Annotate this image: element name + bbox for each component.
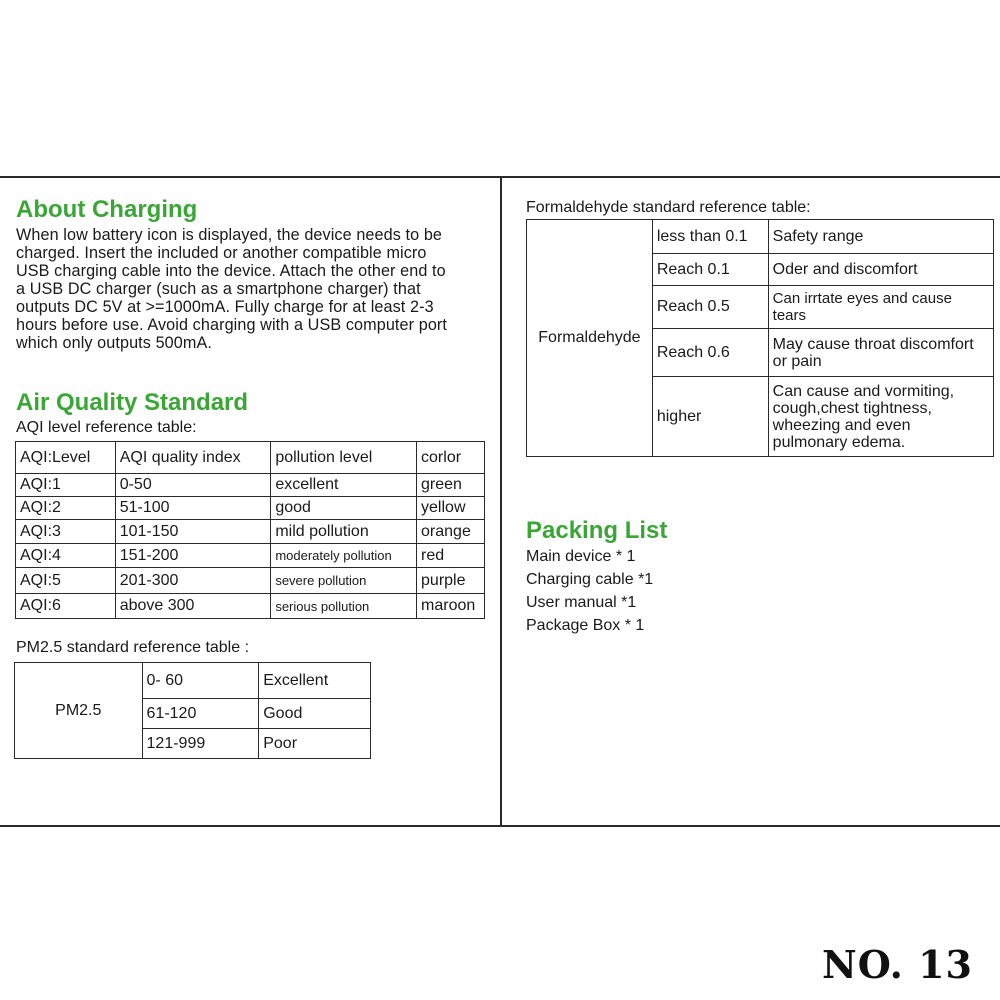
table-cell: 121-999 [142, 729, 259, 759]
table-cell: serious pollution [271, 594, 417, 619]
table-cell: 0- 60 [142, 663, 259, 699]
table-cell: yellow [417, 497, 485, 520]
table-cell: mild pollution [271, 520, 417, 544]
table-cell: AQI:3 [16, 520, 116, 544]
table-row [16, 474, 485, 497]
table-row [16, 594, 485, 619]
table-cell: Oder and discomfort [768, 254, 993, 286]
table-cell: Safety range [768, 220, 993, 254]
table-cell: above 300 [115, 594, 271, 619]
pm25-label: PM2.5 [15, 663, 143, 759]
table-cell: less than 0.1 [652, 220, 768, 254]
table-cell: excellent [271, 474, 417, 497]
table-cell: AQI:5 [16, 568, 116, 594]
table-cell: purple [417, 568, 485, 594]
table-cell: Can irrtate eyes and cause tears [768, 286, 993, 329]
air-quality-heading: Air Quality Standard [16, 389, 249, 416]
table-cell: Good [259, 699, 371, 729]
aqi-table-caption: AQI level reference table: [16, 419, 197, 436]
formaldehyde-table-caption: Formaldehyde standard reference table: [526, 199, 811, 216]
table-cell: Reach 0.1 [652, 254, 768, 286]
table-cell: 201-300 [115, 568, 271, 594]
table-cell: good [271, 497, 417, 520]
charging-line: USB charging cable into the device. Attach the other end to [16, 262, 446, 280]
table-row [15, 663, 371, 699]
pm25-table [14, 662, 371, 759]
table-row [16, 568, 485, 594]
table-cell: AQI:4 [16, 544, 116, 568]
packing-list-heading: Packing List [526, 517, 668, 544]
table-cell: Can cause and vormiting, cough,chest tightness, wheezing and even pulmonary edema. [768, 377, 993, 457]
table-cell: Reach 0.6 [652, 329, 768, 377]
table-cell: Excellent [259, 663, 371, 699]
table-cell: AQI:6 [16, 594, 116, 619]
charging-line: When low battery icon is displayed, the device needs to be [16, 226, 443, 244]
packing-item: Charging cable *1 [526, 571, 654, 588]
charging-line: outputs DC 5V at >=1000mA. Fully charge for at least 2-3 [16, 298, 434, 316]
charging-line: which only outputs 500mA. [16, 334, 212, 352]
table-cell: 151-200 [115, 544, 271, 568]
charging-line: hours before use. Avoid charging with a USB computer port [16, 316, 448, 334]
table-cell: Reach 0.5 [652, 286, 768, 329]
table-cell: orange [417, 520, 485, 544]
table-cell: green [417, 474, 485, 497]
table-cell: 61-120 [142, 699, 259, 729]
table-cell: May cause throat discomfort or pain [768, 329, 993, 377]
table-header-row [16, 442, 485, 474]
table-row [527, 220, 994, 254]
column-header: AQI quality index [115, 442, 271, 474]
page-number: NO. 13 [822, 942, 973, 987]
table-cell: red [417, 544, 485, 568]
formaldehyde-table [526, 219, 994, 457]
table-cell: maroon [417, 594, 485, 619]
column-header: AQI:Level [16, 442, 116, 474]
packing-item: User manual *1 [526, 594, 637, 611]
table-cell: 51-100 [115, 497, 271, 520]
packing-item: Main device * 1 [526, 548, 636, 565]
aqi-table [15, 441, 485, 619]
pm25-table-caption: PM2.5 standard reference table : [16, 639, 250, 656]
table-cell: higher [652, 377, 768, 457]
table-cell: severe pollution [271, 568, 417, 594]
column-divider [500, 176, 502, 827]
table-cell: moderately pollution [271, 544, 417, 568]
table-cell: 0-50 [115, 474, 271, 497]
table-row [16, 497, 485, 520]
table-cell: Poor [259, 729, 371, 759]
formaldehyde-label: Formaldehyde [527, 220, 653, 457]
charging-line: charged. Insert the included or another compatible micro [16, 244, 427, 262]
table-cell: 101-150 [115, 520, 271, 544]
charging-line: a USB DC charger (such as a smartphone charger) that [16, 280, 421, 298]
table-row [16, 544, 485, 568]
table-cell: AQI:1 [16, 474, 116, 497]
column-header: corlor [417, 442, 485, 474]
packing-item: Package Box * 1 [526, 617, 645, 634]
column-header: pollution level [271, 442, 417, 474]
table-row [16, 520, 485, 544]
table-cell: AQI:2 [16, 497, 116, 520]
about-charging-heading: About Charging [16, 196, 198, 223]
